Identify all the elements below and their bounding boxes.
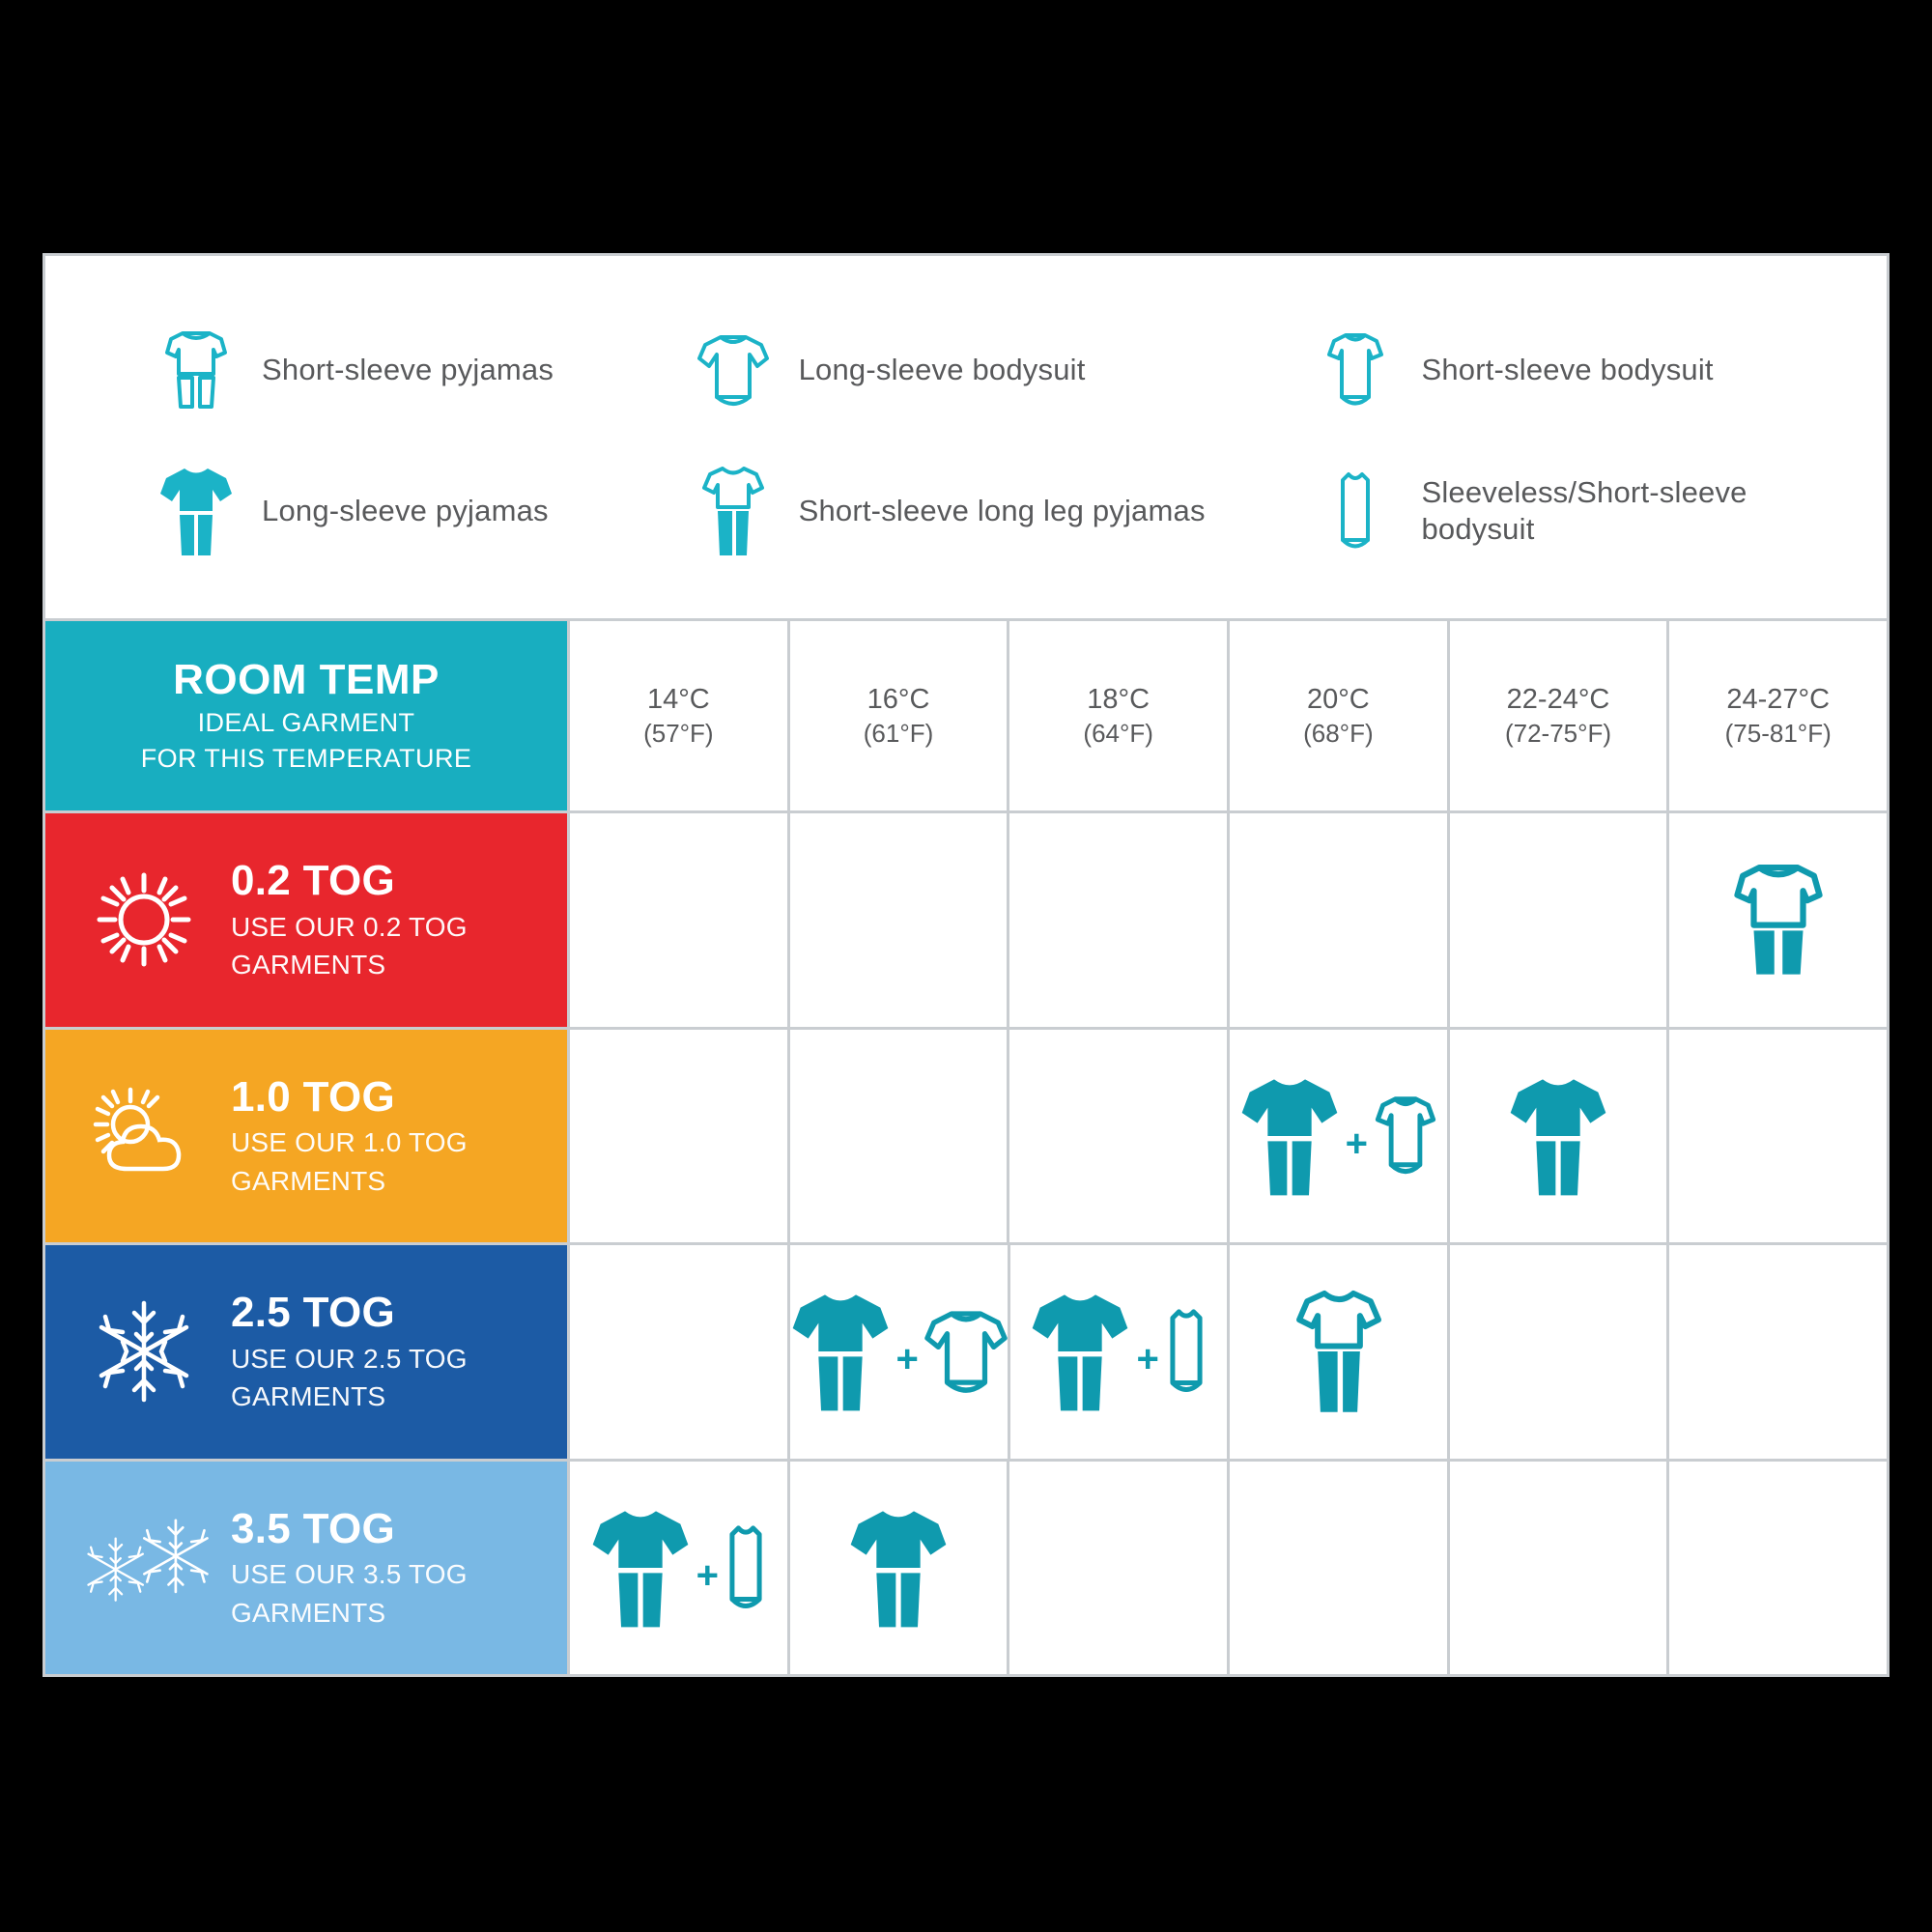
cell-0-2-18c	[1007, 813, 1227, 1027]
temp-column-header-6	[1666, 621, 1887, 810]
tog-row-header-2-5	[45, 1245, 567, 1459]
long-sleeve-pyjamas-icon	[590, 1500, 691, 1635]
cell-1-0-22-24c	[1447, 1030, 1667, 1243]
long-sleeve-pyjamas-icon	[1239, 1068, 1340, 1204]
cell-3-5-24-27c	[1666, 1462, 1887, 1675]
temp-celsius: 20°C	[1306, 683, 1370, 715]
temp-celsius: 24-27°C	[1726, 683, 1831, 715]
short-sleeve-long-leg-pyjamas-icon	[689, 458, 778, 564]
temp-celsius: 14°C	[646, 683, 710, 715]
legend-label: Long-sleeve bodysuit	[798, 352, 1086, 386]
short-sleeve-bodysuit-icon	[1374, 1087, 1437, 1185]
short-sleeve-bodysuit-icon	[1311, 317, 1400, 423]
cell-2-5-18c	[1008, 1245, 1228, 1459]
tog-row-3-5	[45, 1462, 1887, 1675]
temp-fahrenheit: (72-75°F)	[1504, 718, 1612, 748]
garment-combo	[790, 1284, 1008, 1419]
temp-celsius: 16°C	[867, 683, 930, 715]
cell-2-5-22-24c	[1447, 1245, 1667, 1459]
temp-fahrenheit: (68°F)	[1303, 718, 1374, 748]
short-sleeve-long-leg-pyjamas-icon	[1293, 1283, 1384, 1420]
tog-sub-line1: USE OUR 3.5 TOG	[231, 1559, 468, 1590]
legend-item-short-sleeve-long-leg-pyjamas	[689, 458, 1312, 564]
temp-celsius: 18°C	[1087, 683, 1151, 715]
short-sleeve-pyjamas-icon	[152, 317, 241, 423]
tog-sub-line1: USE OUR 1.0 TOG	[231, 1127, 468, 1158]
legend	[45, 256, 1887, 621]
sleeveless-bodysuit-icon	[724, 1518, 767, 1618]
plus-symbol: +	[895, 1338, 919, 1381]
garment-combo	[1239, 1068, 1437, 1204]
tog-sub-line1: USE OUR 0.2 TOG	[231, 911, 468, 942]
cell-1-0-14c	[567, 1030, 787, 1243]
sleeveless-bodysuit-icon	[1165, 1301, 1208, 1402]
legend-item-long-sleeve-pyjamas	[152, 458, 689, 564]
tog-row-label-1-0	[231, 1074, 468, 1198]
tog-sub-line1: USE OUR 2.5 TOG	[231, 1343, 468, 1374]
cell-2-5-14c	[567, 1245, 787, 1459]
plus-symbol: +	[1345, 1122, 1369, 1165]
tog-row-label-3-5	[231, 1506, 468, 1630]
cell-0-2-20c	[1227, 813, 1447, 1027]
room-temp-header	[45, 621, 567, 810]
short-sleeve-pyjamas-icon	[1726, 854, 1831, 985]
legend-row-1	[152, 317, 1848, 423]
tog-value: 3.5 TOG	[231, 1504, 396, 1552]
temp-column-header-5	[1447, 621, 1667, 810]
cell-1-0-18c	[1007, 1030, 1227, 1243]
cell-1-0-16c	[787, 1030, 1008, 1243]
garment-combo	[590, 1500, 767, 1635]
temp-column-header-4	[1227, 621, 1447, 810]
header-subtitle-line1: IDEAL GARMENT	[197, 707, 415, 737]
cell-1-0-24-27c	[1666, 1030, 1887, 1243]
tog-temperature-chart	[43, 253, 1889, 1677]
legend-label: Short-sleeve bodysuit	[1421, 352, 1714, 386]
cell-0-2-14c	[567, 813, 787, 1027]
legend-item-sleeveless-bodysuit	[1311, 458, 1848, 564]
temp-fahrenheit: (57°F)	[643, 718, 714, 748]
legend-item-short-sleeve-pyjamas	[152, 317, 689, 423]
tog-value: 2.5 TOG	[231, 1289, 396, 1337]
cell-0-2-16c	[787, 813, 1008, 1027]
sun-cloud-icon	[71, 1076, 217, 1196]
tog-row-2-5	[45, 1245, 1887, 1462]
cell-2-5-16c	[787, 1245, 1008, 1459]
cell-3-5-18c	[1007, 1462, 1227, 1675]
sun-icon	[71, 860, 217, 980]
legend-label: Sleeveless/Short-sleeve bodysuit	[1421, 475, 1747, 546]
legend-label: Short-sleeve long leg pyjamas	[798, 493, 1206, 527]
tog-sub-line2: GARMENTS	[231, 1597, 386, 1628]
legend-item-short-sleeve-bodysuit	[1311, 317, 1848, 423]
legend-label: Short-sleeve pyjamas	[262, 352, 554, 386]
tog-row-label-2-5	[231, 1290, 468, 1413]
page-title: ROOM TEMP	[173, 656, 440, 704]
grid-header-row	[45, 621, 1887, 813]
tog-sub-line2: GARMENTS	[231, 1381, 386, 1412]
tog-row-1-0	[45, 1030, 1887, 1246]
long-sleeve-pyjamas-icon	[1030, 1284, 1130, 1419]
double-snowflake-icon	[71, 1508, 217, 1628]
long-sleeve-bodysuit-icon	[689, 317, 778, 423]
tog-row-header-1-0	[45, 1030, 567, 1243]
cell-3-5-20c	[1227, 1462, 1447, 1675]
tog-row-header-3-5	[45, 1462, 567, 1675]
tog-grid	[45, 621, 1887, 1674]
tog-value: 1.0 TOG	[231, 1072, 396, 1121]
tog-row-label-0-2	[231, 858, 468, 981]
cell-0-2-24-27c	[1666, 813, 1887, 1027]
garment-combo	[1030, 1284, 1207, 1419]
plus-symbol: +	[696, 1553, 720, 1597]
plus-symbol: +	[1136, 1338, 1159, 1381]
cell-2-5-20c	[1227, 1245, 1447, 1459]
long-sleeve-pyjamas-icon	[1508, 1068, 1608, 1204]
tog-row-header-0-2	[45, 813, 567, 1027]
cell-3-5-22-24c	[1447, 1462, 1667, 1675]
cell-0-2-22-24c	[1447, 813, 1667, 1027]
header-subtitle-line2: FOR THIS TEMPERATURE	[140, 743, 472, 773]
tog-value: 0.2 TOG	[231, 857, 396, 905]
cell-2-5-24-27c	[1666, 1245, 1887, 1459]
long-sleeve-pyjamas-icon	[848, 1500, 949, 1635]
tog-row-0-2	[45, 813, 1887, 1030]
temp-column-header-2	[787, 621, 1008, 810]
cell-1-0-20c	[1227, 1030, 1447, 1243]
tog-sub-line2: GARMENTS	[231, 1165, 386, 1196]
cell-3-5-16c	[787, 1462, 1008, 1675]
long-sleeve-pyjamas-icon	[790, 1284, 891, 1419]
temp-fahrenheit: (61°F)	[863, 718, 934, 748]
legend-row-2	[152, 458, 1848, 564]
temp-celsius: 22-24°C	[1506, 683, 1610, 715]
long-sleeve-bodysuit-icon	[924, 1298, 1008, 1405]
snowflake-icon	[71, 1292, 217, 1411]
long-sleeve-pyjamas-icon	[152, 458, 241, 564]
temp-fahrenheit: (64°F)	[1083, 718, 1153, 748]
cell-3-5-14c	[567, 1462, 787, 1675]
temp-column-header-3	[1007, 621, 1227, 810]
temp-column-header-1	[567, 621, 787, 810]
legend-item-long-sleeve-bodysuit	[689, 317, 1312, 423]
legend-label: Long-sleeve pyjamas	[262, 493, 549, 527]
temp-fahrenheit: (75-81°F)	[1724, 718, 1832, 748]
tog-sub-line2: GARMENTS	[231, 950, 386, 980]
sleeveless-bodysuit-icon	[1311, 458, 1400, 564]
